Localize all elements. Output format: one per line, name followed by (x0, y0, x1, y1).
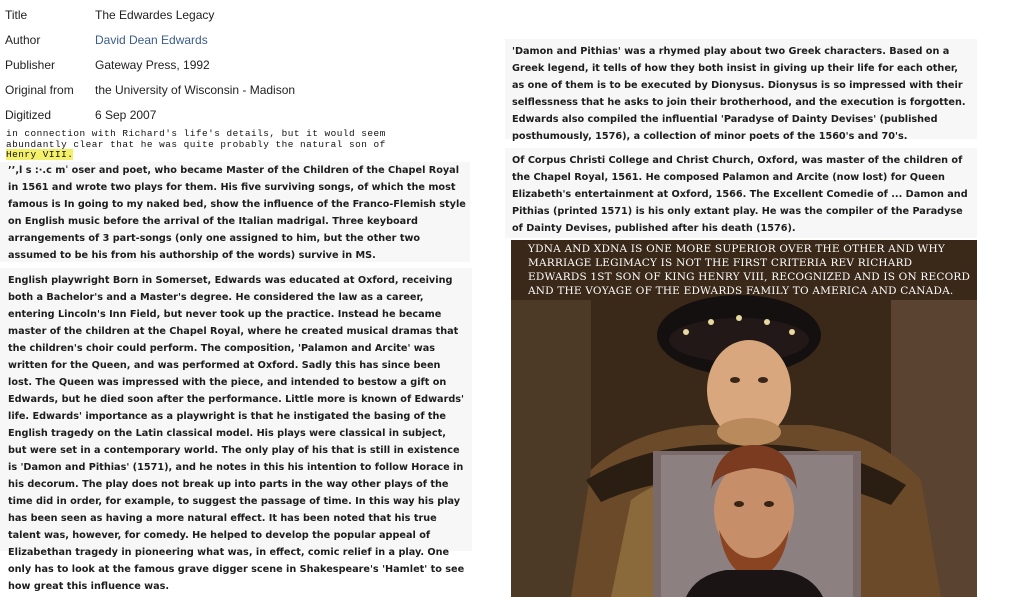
oxford-bio-text: Of Corpus Christi College and Christ Church, Oxford, was master of the children of the Chapel Royal, 1561. He composed Palamon and Arcite (now lost) for Queen Elizabeth's entertainment at Oxford, 1566. The Excellent Comedie of ... Damon and Pithias (printed 1571) is his only extant play. He was the compiler of the Paradyse of Dainty Devises, published after his death (1576). (512, 155, 968, 234)
metadata-label: Digitized (5, 107, 52, 122)
highlighted-text: Henry VIII. (6, 149, 74, 160)
metadata-row-publisher (5, 52, 395, 77)
metadata-row-digitized (5, 102, 395, 127)
damon-pithias-text: 'Damon and Pithias' was a rhymed play about two Greek characters. Based on a Greek legend, it tells of how they both insist in giving up their life for each other, as one of them is to be executed by Dionysus. Dionysus is so impressed with their selflessness that he asks to join their brotherhood, and the execution is forgotten. Edwards also compiled the influential 'Paradyse of Dainty Devises' (published posthumously, 1576), a collection of minor poets of the 1560's and 70's. (512, 46, 966, 142)
overlay-caption: YDNA AND XDNA IS ONE MORE SUPERIOR OVER THE OTHER AND WHY MARRIAGE LEGIMACY IS NOT THE FIRST CRITERIA REV RICHARD EDWARDS 1ST SON OF KING HENRY VIII, RECOGNIZED AND IS ON RECORD AND THE VOYAGE OF THE EDWARDS FAMILY TO AMERICA AND CANADA. (528, 243, 971, 297)
typewriter-excerpt (6, 129, 426, 161)
composer-bio-text (8, 162, 470, 264)
author-link[interactable]: David Dean Edwards (95, 32, 208, 47)
metadata-label: Author (5, 32, 41, 47)
typewriter-line: in connection with Richard's life's details, but it would seem (6, 128, 386, 139)
composer-bio-body: oser and poet, who became Master of the Children of the Chapel Royal in 1561 and wrote two plays for them. His five surviving songs, of which the most famous is In going to my naked bed, show the influence of the Franco-Flemish style on English music before the arrival of the Italian madrigal. Three keyboard arrangements of 3 part-songs (only one assigned to him, but the other two assumed to be his from his authorship of the words) survive in MS. (8, 165, 466, 261)
metadata-label: Publisher (5, 57, 56, 72)
damon-pithias-panel (505, 39, 977, 142)
typewriter-line: abundantly clear that he was quite probably the natural son of (6, 138, 386, 150)
oxford-bio-panel (505, 148, 977, 238)
metadata-row-original-from (5, 77, 395, 102)
metadata-value-digitized: 6 Sep 2007 (95, 107, 157, 122)
metadata-value-original-from: the University of Wisconsin - Madison (95, 82, 296, 97)
metadata-row-title (5, 2, 395, 27)
metadata-label: Title (5, 7, 28, 22)
playwright-bio-panel (0, 268, 472, 592)
garbled-lead-text: ’’,l s :·.c mˈ (8, 165, 69, 176)
metadata-value-publisher: Gateway Press, 1992 (95, 57, 210, 72)
playwright-bio-text: English playwright Born in Somerset, Edwards was educated at Oxford, receiving both a Bachelor's and a Master's degree. He considered the law as a career, entering Lincoln's Inn Field, but never took up the practice. Instead he became master of the children at the Chapel Royal, where he created musical dramas that the children's choir could perform. The composition, 'Palamon and Arcite' was written for the Queen, and was performed at Oxford. Sadly this has since been lost. The Queen was impressed with the piece, and intended to bestow a gift on Edwards, but he died soon after the performance. Little more is known of Edwards' life. Edwards' importance as a playwright is that he instigated the basing of the English tragedy on the Latin classical model. His plays were classical in subject, but were set in a contemporary world. The only play of his that is still in existence is 'Damon and Pithias' (1571), and he notes in this his intention to follow Horace in his decorum. The play does not break up into parts in the way other plays of the time did in order, for example, to suggest the passage of time. In this way his play has been seen as having a more natural effect. It has been noted that his true talent was, however, for comedy. He helped to develop the popular appeal of Elizabethan tragedy in pioneering what was, in effect, comic relief in a play. One only has to look at the famous grave digger scene in Shakespeare's 'Hamlet' to see how great this influence was. (8, 275, 465, 592)
metadata-row-author (5, 27, 395, 52)
book-metadata-table (5, 2, 395, 127)
metadata-label: Original from (5, 82, 74, 97)
composer-bio-panel (0, 162, 470, 262)
portrait-collage-image (511, 240, 977, 597)
metadata-value-title: The Edwardes Legacy (95, 7, 215, 22)
